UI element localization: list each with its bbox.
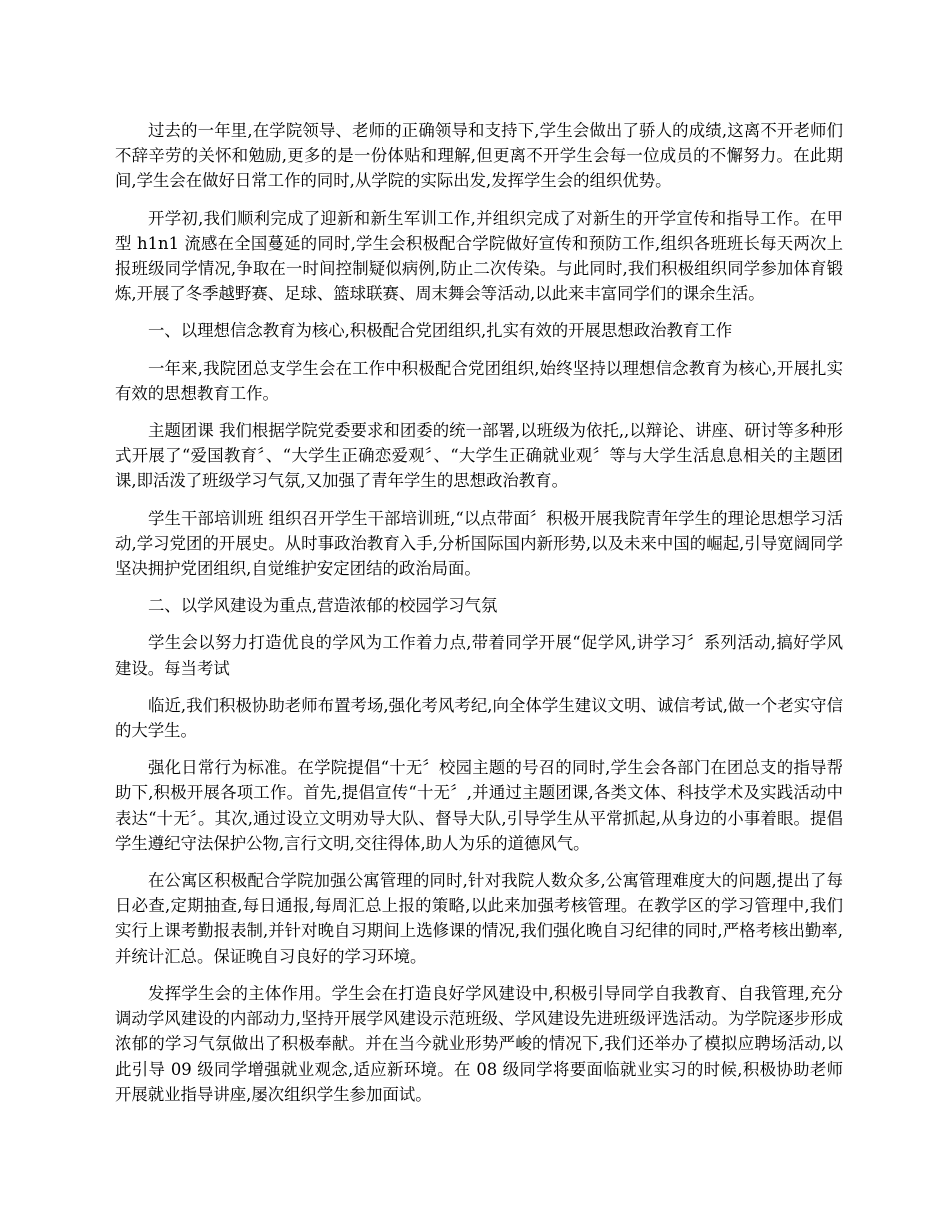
paragraph-daily-conduct: 强化日常行为标准。在学院提倡“十无〞校园主题的号召的同时,学生会各部门在团总支的指导帮助下,积极开展各项工作。首先,提倡宣传“十无〞,并通过主题团课,各类文体、科技学术及实践活动中表达“十无〞。其次,通过设立文明劝导大队、督导大队,引导学生从平常抓起,从身边的小事着眼。提倡学生遵纪守法保护公物,言行文明,交往得体,助人为乐的道德风气。 <box>115 758 843 853</box>
paragraph-dorm-management: 在公寓区积极配合学院加强公寓管理的同时,针对我院人数众多,公寓管理难度大的问题,提出了每日必查,定期抽查,每日通报,每周汇总上报的策略,以此来加强考核管理。在教学区的学习管理中,我们实行上课考勤报表制,并针对晚自习期间上选修课的情况,我们强化晚自习纪律的同时,严格考核出勤率,并统计汇总。保证晚自习良好的学习环境。 <box>115 871 843 966</box>
document-body <box>115 118 843 1119</box>
section-heading-1: 一、以理想信念教育为核心,积极配合党团组织,扎实有效的开展思想政治教育工作 <box>148 321 733 341</box>
section-heading-2: 二、以学风建设为重点,营造浓郁的校园学习气氛 <box>148 596 498 616</box>
paragraph-theme-class: 主题团课 我们根据学院党委要求和团委的统一部署,以班级为依托,,以辩论、讲座、研讨等多种形式开展了“爱国教育〞、“大学生正确恋爱观〞、“大学生正确就业观〞等与大学生活息息相关的主题团课,即活泼了班级学习气氛,又加强了青年学生的思想政治教育。 <box>115 421 843 491</box>
paragraph-exam-integrity: 临近,我们积极协助老师布置考场,强化考风考纪,向全体学生建议文明、诚信考试,做一个老实守信的大学生。 <box>115 695 843 741</box>
paragraph-cadre-training: 学生干部培训班 组织召开学生干部培训班,“以点带面〞积极开展我院青年学生的理论思想学习活动,学习党团的开展史。从时事政治教育入手,分析国际国内新形势,以及未来中国的崛起,引导宽阔同学坚决拥护党团组织,自觉维护安定团结的政治局面。 <box>115 508 843 579</box>
paragraph-student-union-role: 发挥学生会的主体作用。学生会在打造良好学风建设中,积极引导同学自我教育、自我管理,充分调动学风建设的内部动力,坚持开展学风建设示范班级、学风建设先进班级评选活动。为学院逐步形成浓郁的学习气氛做出了积极奉献。并在当今就业形势严峻的情况下,我们还举办了模拟应聘场活动,以此引导 09 级同学增强就业观念,适应新环境。在 08 级同学将要面临就业实习的时候,积极协助老师开展就业指导讲座,屡次组织学生参加面试。 <box>115 983 843 1104</box>
paragraph-party-work: 一年来,我院团总支学生会在工作中积极配合党团组织,始终坚持以理想信念教育为核心,开展扎实有效的思想教育工作。 <box>115 358 843 403</box>
paragraph-intro: 过去的一年里,在学院领导、老师的正确领导和支持下,学生会做出了骄人的成绩,这离不开老师们不辞辛劳的关怀和勉励,更多的是一份体贴和理解,但更离不开学生会每一位成员的不懈努力。在此期间,学生会在做好日常工作的同时,从学院的实际出发,发挥学生会的组织优势。 <box>115 121 843 191</box>
paragraph-study-style: 学生会以努力打造优良的学风为工作着力点,带着同学开展“促学风,讲学习〞系列活动,搞好学风建设。每当考试 <box>115 633 843 678</box>
paragraph-semester-start: 开学初,我们顺利完成了迎新和新生军训工作,并组织完成了对新生的开学宣传和指导工作。在甲型 h1n1 流感在全国蔓延的同时,学生会积极配合学院做好宣传和预防工作,组织各班班长每天两次上报班级同学情况,争取在一时间控制疑似病例,防止二次传染。与此同时,我们积极组织同学参加体育锻炼,开展了冬季越野赛、足球、篮球联赛、周末舞会等活动,以此来丰富同学们的课余生活。 <box>115 208 843 304</box>
